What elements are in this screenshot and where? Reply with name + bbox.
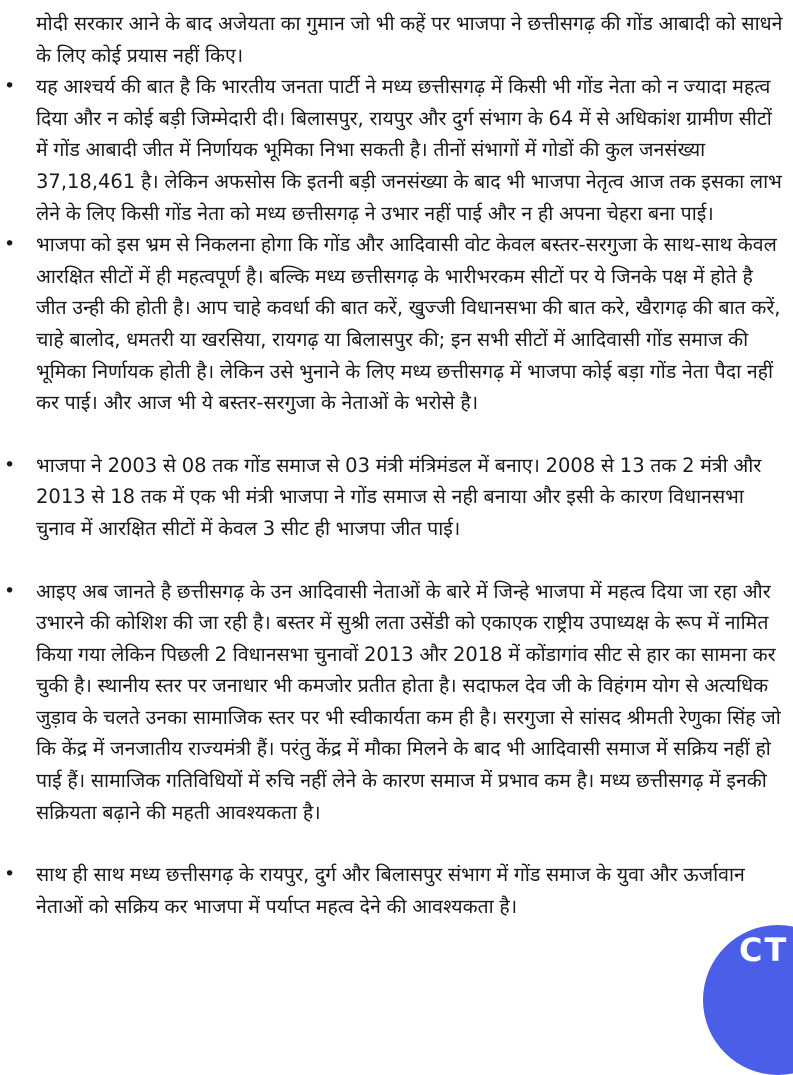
bullet-marker: •	[4, 863, 16, 886]
paragraph-intro	[0, 8, 783, 71]
paragraph-text: मोदी सरकार आने के बाद अजेयता का गुमान जो भी कहें पर भाजपा ने छत्तीसगढ़ की गोंड आबादी को साधने के लिए कोई प्रयास नहीं किए।	[36, 12, 783, 67]
paragraph-text: आइए अब जानते है छत्तीसगढ़ के उन आदिवासी नेताओं के बारे में जिन्हे भाजपा में महत्व दिया जा रहा और उभारने की कोशिश की जा रही है। बस्तर में सुश्री लता उसेंडी को एकाएक राष्ट्रीय उपाध्यक्ष के रूप में नामित किया गया लेकिन पिछली 2 विधानसभा चुनावों 2013 और 2018 में कोंडागांव सीट से हार का सामना कर चुकी है। स्थानीय स्तर पर जनाधार भी कमजोर प्रतीत होता है। सदाफल देव जी के विहंगम योग से अत्यधिक जुड़ाव के चलते उनका सामाजिक स्तर पर भी स्वीकार्यता कम ही है। सरगुजा से सांसद श्रीमती रेणुका सिंह जो कि केंद्र में जनजातीय राज्यमंत्री हैं। परंतु केंद्र में मौका मिलने के बाद भी आदिवासी समाज में सक्रिय नहीं हो पाई हैं। सामाजिक गतिविधियों में रुचि नहीं लेने के कारण समाज में प्रभाव कम है। मध्य छत्तीसगढ़ में इनकी सक्रियता बढ़ाने की महती आवश्यकता है।	[36, 579, 781, 824]
list-item-ministers	[0, 450, 783, 545]
paragraph-text: यह आश्चर्य की बात है कि भारतीय जनता पार्टी ने मध्य छत्तीसगढ़ में किसी भी गोंड नेता को न ज्यादा महत्व दिया और न कोई बड़ी जिम्मेदारी दी। बिलासपुर, रायपुर और दुर्ग संभाग के 64 में से अधिकांश ग्रामीण सीटों में गोंड आबादी जीत में निर्णायक भूमिका निभा सकती है। तीनों संभागों में गोडों की कुल जनसंख्या 37,18,461 है। लेकिन अफसोस कि इतनी बड़ी जनसंख्या के बाद भी भाजपा नेतृत्व आज तक इसका लाभ लेने के लिए किसी गोंड नेता को मध्य छत्तीसगढ़ ने उभार नहीं पाई और न ही अपना चेहरा बना पाई।	[36, 75, 782, 225]
list-item-gond-leadership	[0, 71, 783, 229]
bullet-marker: •	[4, 233, 16, 256]
bullet-marker: •	[4, 453, 16, 476]
paragraph-text: साथ ही साथ मध्य छत्तीसगढ़ के रायपुर, दुर्ग और बिलासपुर संभाग में गोंड समाज के युवा और ऊर्जावान नेताओं को सक्रिय कर भाजपा में पर्याप्त महत्व देने की आवश्यकता है।	[36, 863, 745, 918]
corner-badge	[703, 925, 793, 1075]
bullet-marker: •	[4, 579, 16, 602]
corner-badge-text: CT	[739, 931, 789, 969]
paragraph-text: भाजपा ने 2003 से 08 तक गोंड समाज से 03 मंत्री मंत्रिमंडल में बनाए। 2008 से 13 तक 2 मंत्री और 2013 से 18 तक में एक भी मंत्री भाजपा ने गोंड समाज से नही बनाया और इसी के कारण विधानसभा चुनाव में आरक्षित सीटों में केवल 3 सीट ही भाजपा जीत पाई।	[36, 453, 762, 540]
bullet-marker: •	[4, 75, 16, 98]
list-item-youth-leaders	[0, 859, 783, 922]
list-item-tribal-votes	[0, 229, 783, 419]
list-item-tribal-leaders	[0, 576, 783, 829]
paragraph-text: भाजपा को इस भ्रम से निकलना होगा कि गोंड और आदिवासी वोट केवल बस्तर-सरगुजा के साथ-साथ केवल आरक्षित सीटों में ही महत्वपूर्ण है। बल्कि मध्य छत्तीसगढ़ के भारीभरकम सीटों पर ये जिनके पक्ष में होते है जीत उन्ही की होती है। आप चाहे कवर्धा की बात करें, खुज्जी विधानसभा की बात करे, खैरागढ़ की बात करें, चाहे बालोद, धमतरी या खरसिया, रायगढ़ या बिलासपुर की; इन सभी सीटों में आदिवासी गोंड समाज की भूमिका निर्णायक होती है। लेकिन उसे भुनाने के लिए मध्य छत्तीसगढ़ में भाजपा कोई बड़ा गोंड नेता पैदा नहीं कर पाई। और आज भी ये बस्तर-सरगुजा के नेताओं के भरोसे है।	[36, 233, 781, 415]
